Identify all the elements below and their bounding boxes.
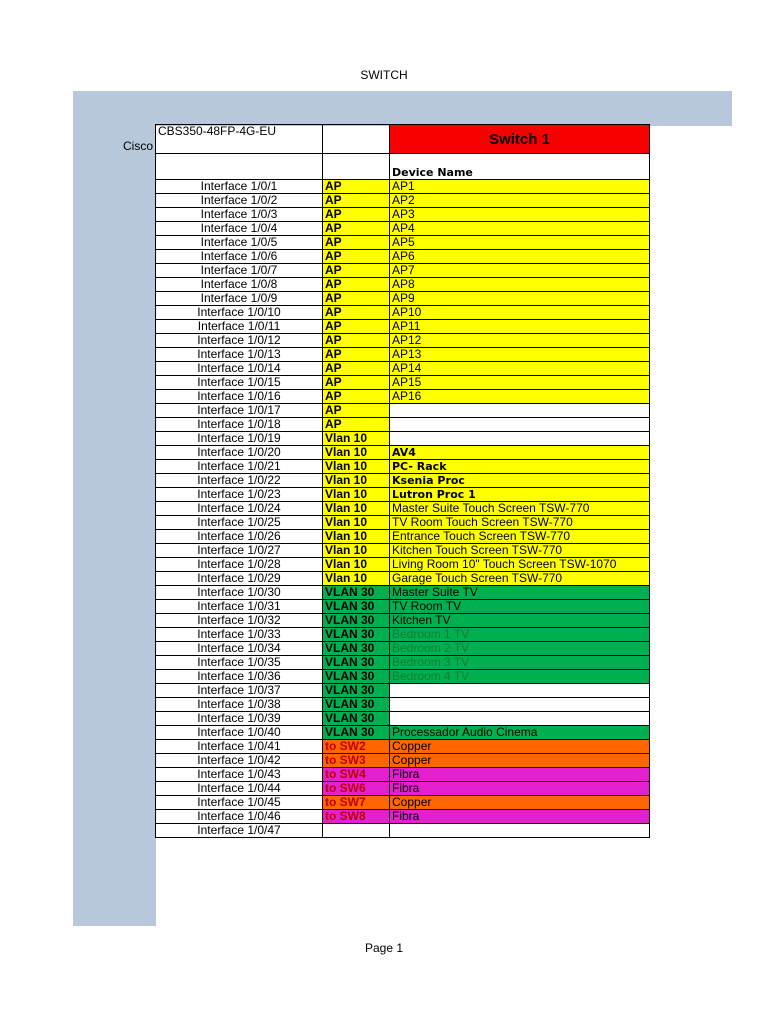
device-name-cell[interactable]: AP15 xyxy=(390,376,650,390)
interface-cell[interactable]: Interface 1/0/21 xyxy=(156,460,323,474)
table-row xyxy=(156,236,650,250)
interface-cell[interactable]: Interface 1/0/26 xyxy=(156,530,323,544)
vlan-cell[interactable]: VLAN 30 xyxy=(323,642,390,656)
vlan-cell[interactable]: AP xyxy=(323,376,390,390)
interface-cell[interactable]: Interface 1/0/1 xyxy=(156,180,323,194)
device-name-cell[interactable]: Lutron Proc 1 xyxy=(390,488,650,502)
interface-cell[interactable]: Interface 1/0/5 xyxy=(156,236,323,250)
vlan-cell[interactable]: AP xyxy=(323,418,390,432)
device-name-cell[interactable]: AV4 xyxy=(390,446,650,460)
table-row xyxy=(156,418,650,432)
table-row xyxy=(156,516,650,530)
interface-cell[interactable]: Interface 1/0/39 xyxy=(156,712,323,726)
device-name-cell[interactable] xyxy=(390,698,650,712)
device-name-cell[interactable]: Copper xyxy=(390,754,650,768)
device-name-cell[interactable]: Fibra xyxy=(390,768,650,782)
interface-cell[interactable]: Interface 1/0/28 xyxy=(156,558,323,572)
device-name-cell[interactable] xyxy=(390,432,650,446)
device-name-cell[interactable]: Kitchen Touch Screen TSW-770 xyxy=(390,544,650,558)
interface-cell[interactable]: Interface 1/0/16 xyxy=(156,390,323,404)
vlan-cell[interactable]: VLAN 30 xyxy=(323,586,390,600)
interface-cell[interactable]: Interface 1/0/6 xyxy=(156,250,323,264)
vendor-label: Cisco xyxy=(123,139,154,153)
table-row xyxy=(156,264,650,278)
table-row xyxy=(156,488,650,502)
vlan-cell[interactable]: AP xyxy=(323,404,390,418)
interface-cell[interactable]: Interface 1/0/35 xyxy=(156,656,323,670)
interface-cell[interactable]: Interface 1/0/11 xyxy=(156,320,323,334)
interface-cell[interactable]: Interface 1/0/10 xyxy=(156,306,323,320)
vlan-cell[interactable]: Vlan 10 xyxy=(323,572,390,586)
vlan-cell[interactable]: VLAN 30 xyxy=(323,656,390,670)
interface-cell[interactable]: Interface 1/0/3 xyxy=(156,208,323,222)
vlan-cell[interactable]: Vlan 10 xyxy=(323,432,390,446)
interface-cell[interactable]: Interface 1/0/44 xyxy=(156,782,323,796)
table-row xyxy=(156,698,650,712)
table-row xyxy=(156,460,650,474)
table-row xyxy=(156,474,650,488)
device-name-cell[interactable]: AP1 xyxy=(390,180,650,194)
vlan-cell[interactable]: Vlan 10 xyxy=(323,544,390,558)
blank-label-cell[interactable] xyxy=(156,154,323,180)
vlan-cell[interactable]: Vlan 10 xyxy=(323,488,390,502)
interface-cell[interactable]: Interface 1/0/37 xyxy=(156,684,323,698)
table-row xyxy=(156,278,650,292)
vlan-cell[interactable]: VLAN 30 xyxy=(323,726,390,740)
vlan-cell[interactable]: AP xyxy=(323,390,390,404)
interface-cell[interactable]: Interface 1/0/40 xyxy=(156,726,323,740)
table-row xyxy=(156,404,650,418)
interface-cell[interactable]: Interface 1/0/41 xyxy=(156,740,323,754)
vlan-cell[interactable]: VLAN 30 xyxy=(323,628,390,642)
interface-cell[interactable]: Interface 1/0/46 xyxy=(156,810,323,824)
vlan-cell[interactable]: AP xyxy=(323,278,390,292)
device-name-cell[interactable]: Entrance Touch Screen TSW-770 xyxy=(390,530,650,544)
table-row xyxy=(156,362,650,376)
interface-cell[interactable]: Interface 1/0/25 xyxy=(156,516,323,530)
vlan-cell[interactable]: Vlan 10 xyxy=(323,474,390,488)
device-name-cell[interactable]: AP16 xyxy=(390,390,650,404)
interface-cell[interactable]: Interface 1/0/13 xyxy=(156,348,323,362)
vlan-cell[interactable]: to SW7 xyxy=(323,796,390,810)
model-cell[interactable]: CBS350-48FP-4G-EU xyxy=(156,125,323,154)
device-name-cell[interactable]: AP4 xyxy=(390,222,650,236)
table-row xyxy=(156,446,650,460)
page-number: Page 1 xyxy=(364,941,404,955)
table-row xyxy=(156,572,650,586)
device-name-cell[interactable]: Living Room 10" Touch Screen TSW-1070 xyxy=(390,558,650,572)
vlan-cell[interactable]: AP xyxy=(323,222,390,236)
column-label-row xyxy=(156,154,650,180)
device-name-cell[interactable]: AP8 xyxy=(390,278,650,292)
table-row xyxy=(156,558,650,572)
switch-port-table xyxy=(155,124,650,838)
device-name-cell[interactable]: Garage Touch Screen TSW-770 xyxy=(390,572,650,586)
interface-cell[interactable]: Interface 1/0/42 xyxy=(156,754,323,768)
device-name-cell[interactable] xyxy=(390,404,650,418)
table-row xyxy=(156,222,650,236)
device-name-cell[interactable]: PC- Rack xyxy=(390,460,650,474)
vlan-cell[interactable]: AP xyxy=(323,348,390,362)
vlan-cell[interactable]: Vlan 10 xyxy=(323,502,390,516)
device-name-cell[interactable]: AP7 xyxy=(390,264,650,278)
device-name-cell[interactable]: AP5 xyxy=(390,236,650,250)
vlan-cell[interactable]: Vlan 10 xyxy=(323,516,390,530)
interface-cell[interactable]: Interface 1/0/36 xyxy=(156,670,323,684)
vlan-cell[interactable]: AP xyxy=(323,334,390,348)
table-row xyxy=(156,670,650,684)
interface-cell[interactable]: Interface 1/0/29 xyxy=(156,572,323,586)
table-row xyxy=(156,726,650,740)
device-name-cell[interactable]: Processador Audio Cinema xyxy=(390,726,650,740)
table-row xyxy=(156,810,650,824)
vlan-cell[interactable]: VLAN 30 xyxy=(323,684,390,698)
table-row xyxy=(156,544,650,558)
interface-cell[interactable]: Interface 1/0/18 xyxy=(156,418,323,432)
interface-cell[interactable]: Interface 1/0/32 xyxy=(156,614,323,628)
interface-cell[interactable]: Interface 1/0/34 xyxy=(156,642,323,656)
vlan-cell[interactable]: to SW6 xyxy=(323,782,390,796)
table-row xyxy=(156,306,650,320)
device-name-cell[interactable]: TV Room Touch Screen TSW-770 xyxy=(390,516,650,530)
device-name-cell[interactable]: Copper xyxy=(390,740,650,754)
vlan-cell[interactable]: VLAN 30 xyxy=(323,712,390,726)
interface-cell[interactable]: Interface 1/0/31 xyxy=(156,600,323,614)
vlan-cell[interactable]: AP xyxy=(323,320,390,334)
interface-cell[interactable]: Interface 1/0/45 xyxy=(156,796,323,810)
interface-cell[interactable]: Interface 1/0/8 xyxy=(156,278,323,292)
table-row xyxy=(156,586,650,600)
interface-cell[interactable]: Interface 1/0/23 xyxy=(156,488,323,502)
table-row xyxy=(156,390,650,404)
vlan-cell[interactable]: VLAN 30 xyxy=(323,600,390,614)
interface-cell[interactable]: Interface 1/0/43 xyxy=(156,768,323,782)
vlan-cell[interactable]: AP xyxy=(323,194,390,208)
vlan-cell[interactable]: to SW4 xyxy=(323,768,390,782)
interface-cell[interactable]: Interface 1/0/24 xyxy=(156,502,323,516)
vlan-cell[interactable]: AP xyxy=(323,362,390,376)
table-row xyxy=(156,180,650,194)
device-name-cell[interactable]: Fibra xyxy=(390,782,650,796)
table-row xyxy=(156,432,650,446)
interface-cell[interactable]: Interface 1/0/2 xyxy=(156,194,323,208)
blank-label-cell[interactable] xyxy=(323,154,390,180)
interface-cell[interactable]: Interface 1/0/19 xyxy=(156,432,323,446)
vlan-cell[interactable]: to SW2 xyxy=(323,740,390,754)
vlan-cell[interactable]: VLAN 30 xyxy=(323,670,390,684)
vlan-cell[interactable] xyxy=(323,824,390,838)
device-name-cell[interactable]: AP6 xyxy=(390,250,650,264)
table-row xyxy=(156,782,650,796)
table-header-row xyxy=(156,125,650,154)
vlan-cell[interactable]: AP xyxy=(323,236,390,250)
table-row xyxy=(156,754,650,768)
interface-cell[interactable]: Interface 1/0/47 xyxy=(156,824,323,838)
table-row xyxy=(156,600,650,614)
table-row xyxy=(156,194,650,208)
interface-cell[interactable]: Interface 1/0/7 xyxy=(156,264,323,278)
table-row xyxy=(156,208,650,222)
device-name-cell[interactable]: Bedroom 1 TV xyxy=(390,628,650,642)
device-name-cell[interactable] xyxy=(390,418,650,432)
interface-cell[interactable]: Interface 1/0/12 xyxy=(156,334,323,348)
device-name-cell[interactable] xyxy=(390,684,650,698)
interface-cell[interactable]: Interface 1/0/33 xyxy=(156,628,323,642)
interface-cell[interactable]: Interface 1/0/4 xyxy=(156,222,323,236)
device-name-cell[interactable]: TV Room TV xyxy=(390,600,650,614)
table-row xyxy=(156,348,650,362)
table-row xyxy=(156,530,650,544)
table-row xyxy=(156,796,650,810)
device-name-cell[interactable]: AP14 xyxy=(390,362,650,376)
vlan-cell[interactable]: AP xyxy=(323,180,390,194)
device-name-cell[interactable]: AP11 xyxy=(390,320,650,334)
vlan-cell[interactable]: Vlan 10 xyxy=(323,558,390,572)
device-name-cell[interactable]: Bedroom 2 TV xyxy=(390,642,650,656)
device-name-cell[interactable]: AP13 xyxy=(390,348,650,362)
device-name-cell[interactable] xyxy=(390,712,650,726)
table-row xyxy=(156,768,650,782)
device-name-cell[interactable]: Bedroom 3 TV xyxy=(390,656,650,670)
device-name-cell[interactable]: AP9 xyxy=(390,292,650,306)
device-name-cell[interactable]: Copper xyxy=(390,796,650,810)
device-name-cell[interactable]: Fibra xyxy=(390,810,650,824)
vlan-cell[interactable]: to SW3 xyxy=(323,754,390,768)
table-row xyxy=(156,628,650,642)
vlan-cell[interactable]: AP xyxy=(323,208,390,222)
row-header-band xyxy=(73,91,156,926)
switch-name-cell[interactable]: Switch 1 xyxy=(390,125,650,154)
interface-cell[interactable]: Interface 1/0/17 xyxy=(156,404,323,418)
vlan-cell[interactable]: AP xyxy=(323,292,390,306)
table-row xyxy=(156,614,650,628)
table-row xyxy=(156,740,650,754)
vlan-cell[interactable]: AP xyxy=(323,250,390,264)
device-name-cell[interactable]: Master Suite TV xyxy=(390,586,650,600)
interface-cell[interactable]: Interface 1/0/15 xyxy=(156,376,323,390)
vlan-cell[interactable]: AP xyxy=(323,306,390,320)
table-row xyxy=(156,656,650,670)
table-row xyxy=(156,712,650,726)
table-row xyxy=(156,334,650,348)
device-name-cell[interactable]: AP10 xyxy=(390,306,650,320)
device-name-cell[interactable]: AP3 xyxy=(390,208,650,222)
vlan-cell[interactable]: VLAN 30 xyxy=(323,614,390,628)
interface-cell[interactable]: Interface 1/0/27 xyxy=(156,544,323,558)
table-row xyxy=(156,320,650,334)
vlan-cell[interactable]: Vlan 10 xyxy=(323,460,390,474)
interface-cell[interactable]: Interface 1/0/14 xyxy=(156,362,323,376)
vlan-cell[interactable]: VLAN 30 xyxy=(323,698,390,712)
device-name-cell[interactable]: Kitchen TV xyxy=(390,614,650,628)
column-header-band xyxy=(156,91,732,126)
table-row xyxy=(156,292,650,306)
device-name-cell[interactable]: AP2 xyxy=(390,194,650,208)
vlan-cell[interactable]: Vlan 10 xyxy=(323,446,390,460)
blank-header-cell[interactable] xyxy=(323,125,390,154)
document-title: SWITCH xyxy=(360,68,408,82)
interface-cell[interactable]: Interface 1/0/22 xyxy=(156,474,323,488)
device-name-cell[interactable]: Ksenia Proc xyxy=(390,474,650,488)
device-name-cell[interactable] xyxy=(390,824,650,838)
table-row xyxy=(156,642,650,656)
interface-cell[interactable]: Interface 1/0/30 xyxy=(156,586,323,600)
device-name-cell[interactable]: Master Suite Touch Screen TSW-770 xyxy=(390,502,650,516)
interface-cell[interactable]: Interface 1/0/9 xyxy=(156,292,323,306)
vlan-cell[interactable]: Vlan 10 xyxy=(323,530,390,544)
table-row xyxy=(156,824,650,838)
device-name-cell[interactable]: AP12 xyxy=(390,334,650,348)
vlan-cell[interactable]: AP xyxy=(323,264,390,278)
interface-cell[interactable]: Interface 1/0/20 xyxy=(156,446,323,460)
table-row xyxy=(156,502,650,516)
table-row xyxy=(156,376,650,390)
table-row xyxy=(156,250,650,264)
vlan-cell[interactable]: to SW8 xyxy=(323,810,390,824)
table-row xyxy=(156,684,650,698)
interface-cell[interactable]: Interface 1/0/38 xyxy=(156,698,323,712)
device-name-header[interactable]: Device Name xyxy=(390,154,650,180)
device-name-cell[interactable]: Bedroom 4 TV xyxy=(390,670,650,684)
